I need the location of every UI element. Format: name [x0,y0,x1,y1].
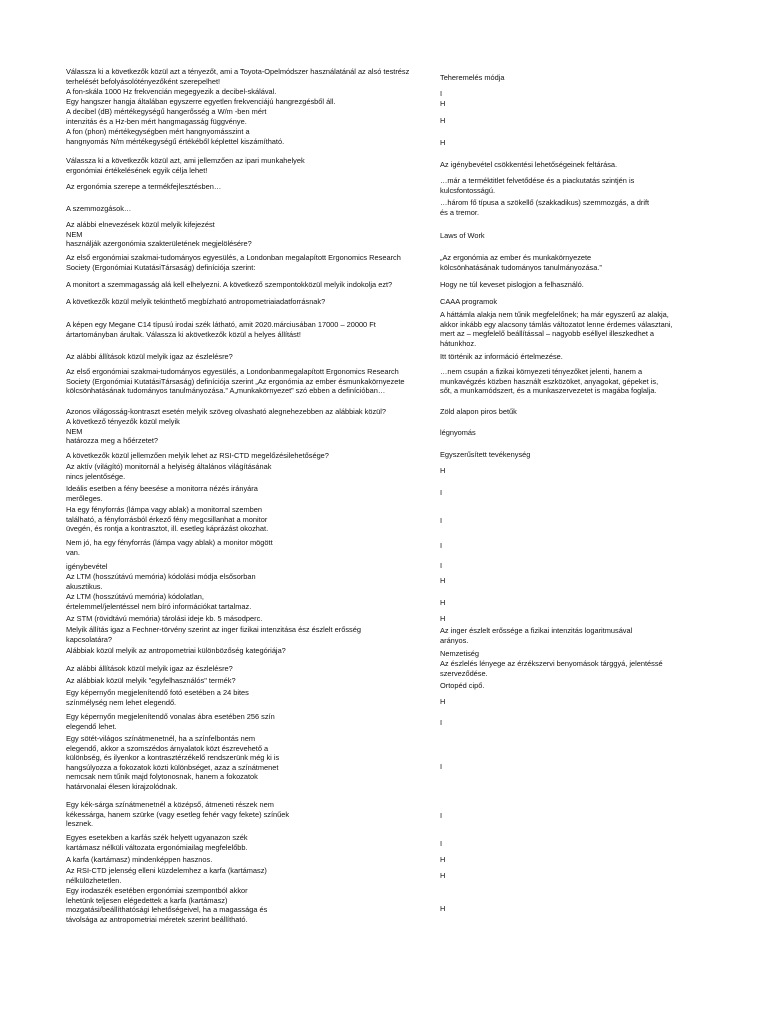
question-text: A szemmozgások… [66,204,132,213]
answer-text: Az inger észlelt erőssége a fizikai intenzitás logaritmusával arányos. [440,626,633,645]
question-text: A decibel (dB) mértékegységű hangerősség a W/m -ben mért intenzitás és a Hz-ben mért hangmagasság függvénye. [66,107,267,126]
answer-text: H [440,598,446,607]
answer-text: Ortopéd cipő. [440,681,485,690]
answer-text: I [440,89,443,98]
question-text: Az ergonómia szerepe a termékfejlesztésben… [66,182,222,191]
question-text: Az alábbi elnevezések közül melyik kifejezést NEM használják azergonómia szakterületének megjelölésére? [66,220,252,249]
answer-text: légnyomás [440,428,476,437]
answer-text: I [440,561,443,570]
answer-text: I [440,811,443,820]
answer-text: Hogy ne túl keveset pislogjon a felhasználó. [440,280,584,289]
question-text: A következő tényezők közül melyik NEM határozza meg a hőérzetet? [66,417,180,446]
question-text: Az RSI-CTD jelenség elleni küzdelemhez a karfa (kartámasz) nélkülözhetetlen. [66,866,267,885]
question-text: A monitort a szemmagasság alá kell elhelyezni. A következő szempontokközül melyik indokolja ezt? [66,280,393,289]
question-text: Egy kék-sárga színátmenetnél a középső, átmeneti részek nem kékessárga, hanem szürke (vagy esetleg fehér vagy fekete) színűek lesznek. [66,800,290,829]
answer-text: H [440,614,446,623]
answer-text: I [440,541,443,550]
answer-text: Itt történik az információ értelmezése. [440,352,563,361]
question-text: Egy sötét-világos színátmenetnél, ha a színfelbontás nem elegendő, akkor a szomszédos árnyalatok közt észrevehető a különbség, és ilyenkor a kontrasztérzékelő rendszerünk még ki is hangsúlyozza a fokozatok közti különbséget, azaz a színátmenet nemcsak nem tűnik majd folytonosnak, hanem a fokozatok határvonalai élesen kirajzolódnak. [66,734,280,791]
answer-text: H [440,576,446,585]
question-text: Az alábbiak közül melyik "egyfelhasználós" termék? [66,676,236,685]
question-text: Az első ergonómiai szakmai-tudományos egyesülés, a Londonban megalapított Ergonomics Research Society (Ergonómiai KutatásiTársaság) definíciója szerint: [66,253,401,272]
question-text: Az alábbi állítások közül melyik igaz az észlelésre? [66,664,233,673]
answer-text: I [440,488,443,497]
question-text: Nem jó, ha egy fényforrás (lámpa vagy ablak) a monitor mögött van. [66,538,273,557]
question-text: Az alábbi állítások közül melyik igaz az észlelésre? [66,352,233,361]
answer-text: …három fő típusa a szökellő (szakkadikus) szemmozgás, a drift és a tremor. [440,198,650,217]
question-text: Egy hangszer hangja általában egyszerre egyetlen frekvenciájú hangrezgésből áll. [66,97,336,106]
answer-text: „Az ergonómia az ember és munkakörnyezete kölcsönhatásának tudományos tanulmányozása.” [440,253,602,272]
answer-text: Teheremelés módja [440,73,505,82]
question-text: Válassza ki a következők közül azt, ami jellemzően az ipari munkahelyek ergonómiai értékelésének egyik célja lehet! [66,156,305,175]
question-text: Egy irodaszék esetében ergonómiai szempontból akkor lehetünk teljesen elégedettek a karfa (kartámasz) mozgatási/beállíthatósági lehetőségeivel, ha a magassága és távolsága az antropometriai méretek szerint beállítható. [66,886,268,924]
answer-text: Nemzetiség [440,649,480,658]
question-text: igénybevétel [66,562,108,571]
question-text: Ha egy fényforrás (lámpa vagy ablak) a monitorral szemben található, a fényforrásból érkező fény megcsillanhat a monitor üvegén, és rontja a kontrasztot, ill. esetleg káprázást okozhat. [66,505,269,534]
question-text: A következők közül jellemzően melyik lehet az RSI-CTD megelőzésilehetősége? [66,451,329,460]
answer-text: Az igénybevétel csökkentési lehetőségeinek feltárása. [440,160,618,169]
question-text: Az LTM (hosszútávú memória) kódolási módja elsősorban akusztikus. [66,572,256,591]
answer-text: CAAA programok [440,297,498,306]
answer-text: I [440,762,443,771]
answer-text: Laws of Work [440,231,485,240]
answer-text: I [440,516,443,525]
question-text: Az LTM (hosszútávú memória) kódolatlan, értelemmel/jelentéssel nem bíró információkat tartalmaz. [66,592,252,611]
question-text: Az STM (rövidtávú memória) tárolási ideje kb. 5 másodperc. [66,614,263,623]
question-text: A karfa (kartámasz) mindenképpen hasznos. [66,855,213,864]
question-text: Ideális esetben a fény beesése a monitorra nézés irányára merőleges. [66,484,258,503]
question-text: A következők közül melyik tekinthető megbízható antropometriaiadatforrásnak? [66,297,326,306]
answer-text: H [440,904,446,913]
answer-text: …nem csupán a fizikai környezeti tényezőket jelenti, hanem a munkavégzés közben használt eszközöket, anyagokat, gépeket is, sőt, a munkamódszert, és a munkaszervezetet is magába foglalja. [440,367,659,396]
answer-text: Egyszerűsített tevékenység [440,450,531,459]
answer-text: Zöld alapon piros betűk [440,407,517,416]
question-text: Egy képernyőn megjelenítendő fotó esetében a 24 bites színmélység nem lehet elegendő. [66,688,249,707]
question-text: A fon (phon) mértékegységben mért hangnyomásszint a hangnyomás N/m mértékegységű értékéből képlettel kiszámítható. [66,127,285,146]
answer-text: H [440,116,446,125]
answer-text: Az észlelés lényege az érzékszervi benyomások tárggyá, jelentéssé szerveződése. [440,659,663,678]
answer-text: I [440,718,443,727]
answer-text: A háttámla alakja nem tűnik megfelelőnek; ha már egyszerű az alakja, akkor inkább egy alacsony támlás változatot lenne érdemes választani, mert az – megfelelő beállítással – nagyobb eséllyel illeszkedhet a hátunkhoz. [440,310,673,348]
answer-text: H [440,871,446,880]
answer-text: H [440,697,446,706]
question-text: Válassza ki a következők közül azt a tényezőt, ami a Toyota-Opelmódszer használatánál az alsó testrész terhelését befolyásolótényezőként szerepelhet! [66,67,410,86]
question-text: A képen egy Megane C14 típusú irodai szék látható, amit 2020.márciusában 17000 – 20000 Ft ártartományban árultak. Válassza ki akövetkezők közül a helyes állítást! [66,320,376,339]
question-text: Az aktív (világító) monitornál a helyiség általános világításának nincs jelentősége. [66,462,272,481]
question-text: Egy képernyőn megjelenítendő vonalas ábra esetében 256 szín elegendő lehet. [66,712,275,731]
answer-text: I [440,839,443,848]
question-text: Az első ergonómiai szakmai-tudományos egyesülés, a Londonbanmegalapított Ergonomics Research Society (Ergonómiai KutatásiTársaság) definíciója szerint „Az ergonómia az ember ésmunkakörnyezete kölcsönhatásának tudományos tanulmányozása.” A„munkakörnyezet” szó ebben a definícióban… [66,367,405,396]
question-text: Azonos világosság-kontraszt esetén melyik szöveg olvasható alegnehezebben az alábbiak közül? [66,407,387,416]
answer-text: H [440,99,446,108]
answer-text: …már a terméktitlet felvetődése és a piackutatás szintjén is kulcsfontosságú. [440,176,635,195]
answer-text: H [440,466,446,475]
question-text: Alábbiak közül melyik az antropometriai különbözőség kategóriája? [66,646,286,655]
question-text: A fon-skála 1000 Hz frekvencián megegyezik a decibel-skálával. [66,87,277,96]
question-text: Melyik állítás igaz a Fechner-törvény szerint az inger fizikai intenzitása ész észlelt erősség kapcsolatára? [66,625,361,644]
question-text: Egyes esetekben a karfás szék helyett ugyanazon szék kartámasz nélküli változata ergonómiailag megfelelőbb. [66,833,248,852]
answer-text: H [440,138,446,147]
answer-text: H [440,855,446,864]
